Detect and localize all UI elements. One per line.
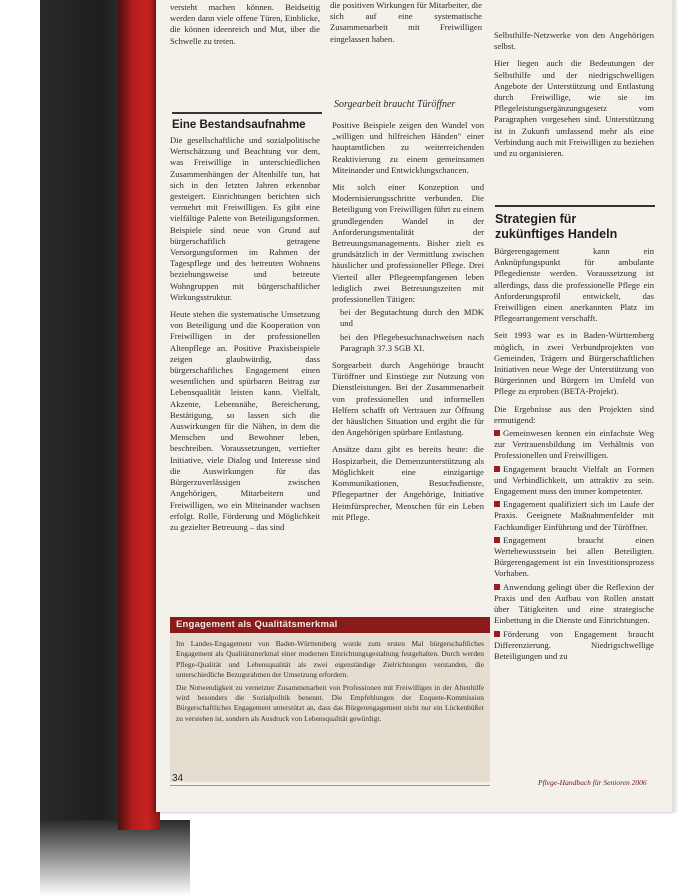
bullet-square-icon (494, 466, 500, 472)
bullet-item (494, 464, 654, 498)
bullet-item (494, 499, 654, 533)
page-shadow (672, 0, 680, 812)
paragraph: Heute stehen die systematische Umsetzung von Beteiligung und die Kooperation von Freiwilligen in der professionellen Altenpflege an. Positive Praxisbeispiele zeigen glaubwürdig, dass bürgerschaftliches Engagement einen wesentlichen und spürbaren Beitrag zur Lebensqualität leisten kann. Vielfalt, Akzente, Lebensnähe, Bereicherung, Bestätigung, so lassen sich die Auswirkungen für die Nähen, in dem die Menschen und Bewohner leben, beschreiben. Voraussetzungen, vertiefter Initiative, viele Dialog und Interesse sind die Auswirkungen für das Bürgerzuverlässigen zwischen Angehörigen, Mitarbeitern und Freiwilligen, wo ein Miteinander wachsen erfolgt. Rolle, Förderung und Möglichkeit zu gezielter Betreuung – das sind (170, 309, 320, 532)
bullet-item (494, 629, 654, 663)
paragraph: Selbsthilfe-Netzwerke von den Angehörigen selbst. (494, 30, 654, 52)
bullet-text: Engagement braucht einen Wertebewusstsein bei allen Beteiligten. Bürgerengagement ist ein Investitionsprozess Vorhaben. (494, 534, 654, 579)
section-heading-strategien (495, 205, 655, 242)
bullet-text: Engagement qualifiziert sich im Laufe der Praxis. Geeignete Maßnahmenfelder mit Fachkundiger Einführung und der Türöffner. (494, 499, 654, 532)
red-book-edge (118, 0, 160, 830)
heading-line: Strategien für (495, 212, 577, 226)
paragraph: Die Notwendigkeit zu vernetzter Zusammenarbeit von Professionen mit Freiwilligen in der Altenhilfe wird besonders die Sozialpolitik benennt. Die Empfehlungen der Enquete-Kommission Bürgerschaftliches Engagement unterstützt an, dass das Bürgerengagement nicht nur ein Lückenbüßer zu verstehen ist, sondern als Ausdruck von Lebensqualität gewürdigt. (176, 682, 484, 723)
bullet-square-icon (494, 537, 500, 543)
paragraph: Ansätze dazu gibt es bereits heute: die Hospizarbeit, die Demenzunterstützung als Möglichkeit eine einzigartige Kommunikationen, Besuchsdienste, Pflegepartner der Angehörige, Initiative Heimfürsprecher, Menschen für ein Leben mit Pflege. (332, 444, 484, 522)
info-box-body (176, 639, 484, 726)
paragraph: Mit solch einer Konzeption und Modernisierungsschritte verbunden. Die Beteiligung von Freiwilligen führt zu einem grundlegenden Wandel in der Anforderungsmentalität der Betreuungsmanagements. Bisher zielt es grundsätzlich in der Vermittlung zwischen häuslicher und professioneller Pflege. Drei Vierteil aller Pflegeempfangenen leben lediglich zwei Betreuungszeiten mit professionellen Tätigen: (332, 182, 484, 305)
paragraph: Hier liegen auch die Bedeutungen der Selbsthilfe und der niedrigschwelligen Angebote der Unterstützung und Entlastung durch Freiwillige, wie sie im Pflegeleistungsergänzungsgesetz vom Paragraphen vorgesehen sind. Unterstützung ist in Zukunft umfassend mehr als eine Verbindung auch mit Freiwilligen zu beziehen und zu organisieren. (494, 58, 654, 159)
bullet-item (494, 428, 654, 462)
page-number: 34 (172, 773, 184, 784)
paragraph: Bürgerengagement kann ein Anknüpfungspunkt für ambulante Pflegedienste werden. Voraussetzung ist allerdings, dass die professionelle Pflege ein Anforderungsprofil entwickelt, das Freiwilligen einen anerkannten Platz im Pflegearrangement verschafft. (494, 246, 654, 324)
paragraph: die positiven Wirkungen für Mitarbeiter, die sich auf eine systematische Zusammenarbeit mit Freiwilligen eingelassen haben. (330, 0, 482, 44)
bullet-square-icon (494, 584, 500, 590)
info-box-title: Engagement als Qualitätsmerkmal (170, 617, 490, 633)
running-footer: Pflege-Handbuch für Senioren 2006 (538, 778, 647, 787)
paragraph: Sorgearbeit durch Angehörige braucht Türöffner und Einstiege zur Nutzung von Dienstleistungen. Bei der Zusammenarbeit von professionellen und informellen Helfern schafft oft Vertrauen zur Öffnung der häuslichen Situation und ergibt die für den Angehörigen spürbare Entlastung. (332, 360, 484, 438)
bullet-item (494, 582, 654, 627)
bullet-text: Anwendung gelingt über die Reflexion der Praxis und den Aufbau von Rollen anstatt über Tätigkeiten und eine strategische Einbettung in die Dienste und Einrichtungen. (494, 581, 654, 626)
bullet-text: Gemeinwesen kennen ein einfachste Weg zur Vertrauensbildung im Verhältnis von Professionellen und Freiwilligen. (494, 428, 654, 461)
scanner-shadow-bottom (40, 820, 190, 896)
paragraph: Im Landes-Engagement von Baden-Württemberg wurde zum ersten Mal bürgerschaftliches Engagement als Qualitätsmerkmal einer modernen Einrichtungsgestaltung festgehalten. Durch werden Pflege-Qualität und Lebensqualität als zwei eigenständige Zielrichtungen verstanden, die unterschiedliche Bezugsrahmen der Umsetzung erfordern. (176, 639, 484, 680)
bullet-square-icon (494, 430, 500, 436)
paragraph: versteht machen können. Beidseitig werden dann viele offene Türen, Einblicke, die können ideenreich und Mut, über die Schwelle zu treten. (170, 2, 320, 46)
column-middle-body (332, 120, 484, 529)
bullet-square-icon (494, 631, 500, 637)
column-right (494, 30, 654, 165)
column-left (170, 2, 320, 53)
paragraph: Die Ergebnisse aus den Projekten sind ermutigend: (494, 403, 654, 425)
list-item: bei der Begutachtung durch den MDK und (340, 307, 484, 329)
column-left-body (170, 135, 320, 539)
bullet-item (494, 535, 654, 580)
section-heading-bestandsaufnahme: Eine Bestandsaufnahme (172, 112, 322, 131)
paragraph: Die gesellschaftliche und sozialpolitische Wertschätzung und Beachtung vor dem, was Freiwillige in unterschiedlichen Zusammenhängen der Altenhilfe tun, hat sich in den letzten Jahren erkennbar gesteigert. Einrichtungen berichten sich vermehrt mit Freiwilligen. Es gibt eine vielfältige Palette von Beteiligungsformen. Beispiele sind neue von Grund auf bürgerschaftlich getragene Versorgungsformen im Rahmen der Tagespflege und des betreuten Wohnens beziehungsweise und betreute Wohngruppen mit bürgerschaftlicher Wirkungsstruktur. (170, 135, 320, 302)
list-item: bei den Pflegebesuchsnachweisen nach Paragraph 37.3 SGB XI. (340, 331, 484, 353)
heading-line: zukünftiges Handeln (495, 227, 618, 241)
bullet-text: Engagement braucht Vielfalt an Formen und Verbindlichkeit, um attraktiv zu sein. Engagement muss den immer kompetenter. (494, 463, 654, 497)
column-right-body (494, 246, 654, 664)
bullet-text: Förderung von Engagement braucht Differenzierung. Niedrigschwellige Beteiligungen und zu (494, 628, 654, 661)
paragraph: Seit 1993 war es in Baden-Württemberg möglich, in zwei Verbundprojekten von Gemeinden, Trägern und Bürgerschaftlichen Initiativen neue Wege der Unterstützung von Bürgerinnen und Bürgern im Umfeld von Pflege zu erproben (BETA-Projekt). (494, 330, 654, 397)
sub-heading-tueroeffner: Sorgearbeit braucht Türöffner (334, 99, 456, 110)
column-middle (330, 0, 482, 51)
footer-divider (170, 785, 490, 786)
bullet-square-icon (494, 501, 500, 507)
paragraph: Positive Beispiele zeigen den Wandel von „willigen und hilfreichen Händen" einer hauptamtlichen zu weiterreichenden Reaktivierung zu einem gemeinsamen Miteinander und Entwicklungschancen. (332, 120, 484, 175)
